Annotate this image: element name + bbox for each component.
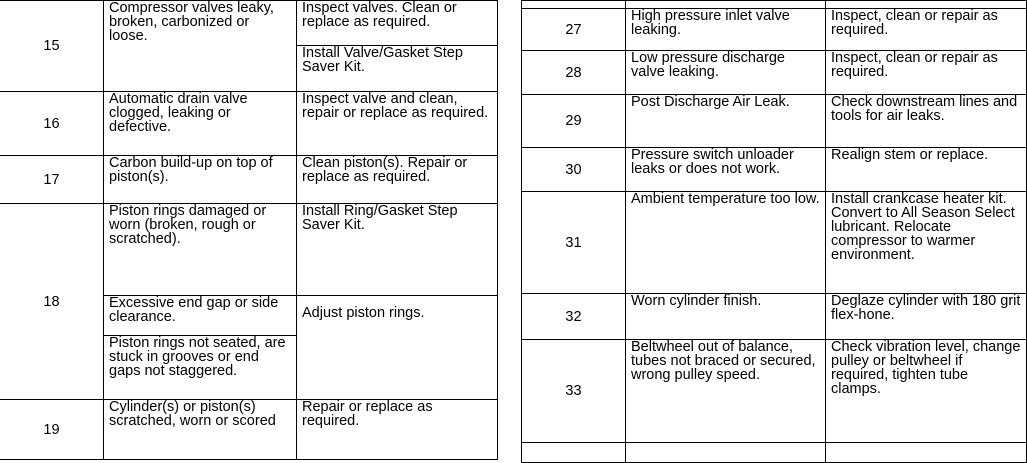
cause-cell: Compressor valves leaky, broken, carbonized or loose. bbox=[104, 1, 297, 92]
table-row bbox=[0, 156, 498, 204]
cause-cell: Excessive end gap or side clearance. bbox=[104, 296, 297, 336]
cause-cell: Cylinder(s) or piston(s) scratched, worn or scored bbox=[109, 400, 276, 429]
row-number: 19 bbox=[0, 400, 104, 460]
remedy-cell: Inspect valve and clean, repair or replace as required. bbox=[297, 92, 498, 156]
cause-cell: Beltwheel out of balance, tubes not braced or secured, wrong pulley speed. bbox=[626, 340, 826, 443]
row-number: 16 bbox=[0, 92, 104, 156]
row-number: 32 bbox=[522, 294, 626, 340]
remedy-cell: Clean piston(s). Repair or replace as required. bbox=[297, 156, 498, 204]
cause-cell: Piston rings damaged or worn (broken, rough or scratched). bbox=[104, 204, 297, 296]
row-number: 28 bbox=[522, 51, 626, 95]
table-row bbox=[522, 192, 1027, 294]
cause-cell: High pressure inlet valve leaking. bbox=[626, 9, 826, 51]
remedy-cell: Repair or replace as required. bbox=[297, 400, 498, 460]
row-number: 33 bbox=[522, 340, 626, 443]
table-row bbox=[522, 340, 1027, 443]
troubleshooting-table-right bbox=[521, 0, 1027, 463]
remedy-cell: Realign stem or replace. bbox=[826, 148, 1027, 192]
row-number: 31 bbox=[522, 192, 626, 294]
remedy-cell: Deglaze cylinder with 180 grit flex-hone. bbox=[826, 294, 1027, 340]
row-number: 30 bbox=[522, 148, 626, 192]
cause-cell: Piston rings not seated, are stuck in grooves or end gaps not staggered. bbox=[104, 336, 297, 400]
remedy-cell: Install Ring/Gasket Step Saver Kit. bbox=[297, 204, 498, 296]
table-row bbox=[0, 1, 498, 46]
cause-cell: Ambient temperature too low. bbox=[626, 192, 826, 294]
row-number: 27 bbox=[522, 9, 626, 51]
table-row bbox=[0, 204, 498, 296]
remedy-cell: Adjust piston rings. bbox=[297, 296, 498, 400]
troubleshooting-table-left bbox=[0, 0, 498, 460]
remedy-cell: Inspect valves. Clean or replace as required. bbox=[297, 1, 498, 46]
table-row bbox=[522, 9, 1027, 51]
remedy-cell: Inspect, clean or repair as required. bbox=[826, 9, 1027, 51]
row-number: 29 bbox=[522, 95, 626, 148]
row-number: 18 bbox=[0, 204, 104, 400]
cause-cell: Worn cylinder finish. bbox=[626, 294, 826, 340]
table-row bbox=[0, 400, 498, 460]
table-row bbox=[522, 443, 1027, 463]
table-row bbox=[0, 92, 498, 156]
table-row bbox=[522, 95, 1027, 148]
remedy-cell: Check vibration level, change pulley or beltwheel if required, tighten tube clamps. bbox=[826, 340, 1027, 443]
remedy-cell: Install crankcase heater kit. Convert to All Season Select lubricant. Relocate compressor to warmer environment. bbox=[826, 192, 1027, 294]
cause-cell: Post Discharge Air Leak. bbox=[626, 95, 826, 148]
table-row bbox=[522, 51, 1027, 95]
table-row bbox=[522, 294, 1027, 340]
cause-cell: Low pressure discharge valve leaking. bbox=[626, 51, 826, 95]
cause-cell: Pressure switch unloader leaks or does not work. bbox=[626, 148, 826, 192]
remedy-cell: Check downstream lines and tools for air leaks. bbox=[826, 95, 1027, 148]
cause-cell: Carbon build-up on top of piston(s). bbox=[104, 156, 297, 204]
row-number: 17 bbox=[0, 156, 104, 204]
cause-cell: Automatic drain valve clogged, leaking or defective. bbox=[104, 92, 297, 156]
table-row bbox=[522, 148, 1027, 192]
remedy-cell: Inspect, clean or repair as required. bbox=[826, 51, 1027, 95]
remedy-cell: Install Valve/Gasket Step Saver Kit. bbox=[297, 46, 498, 92]
row-number: 15 bbox=[0, 1, 104, 92]
